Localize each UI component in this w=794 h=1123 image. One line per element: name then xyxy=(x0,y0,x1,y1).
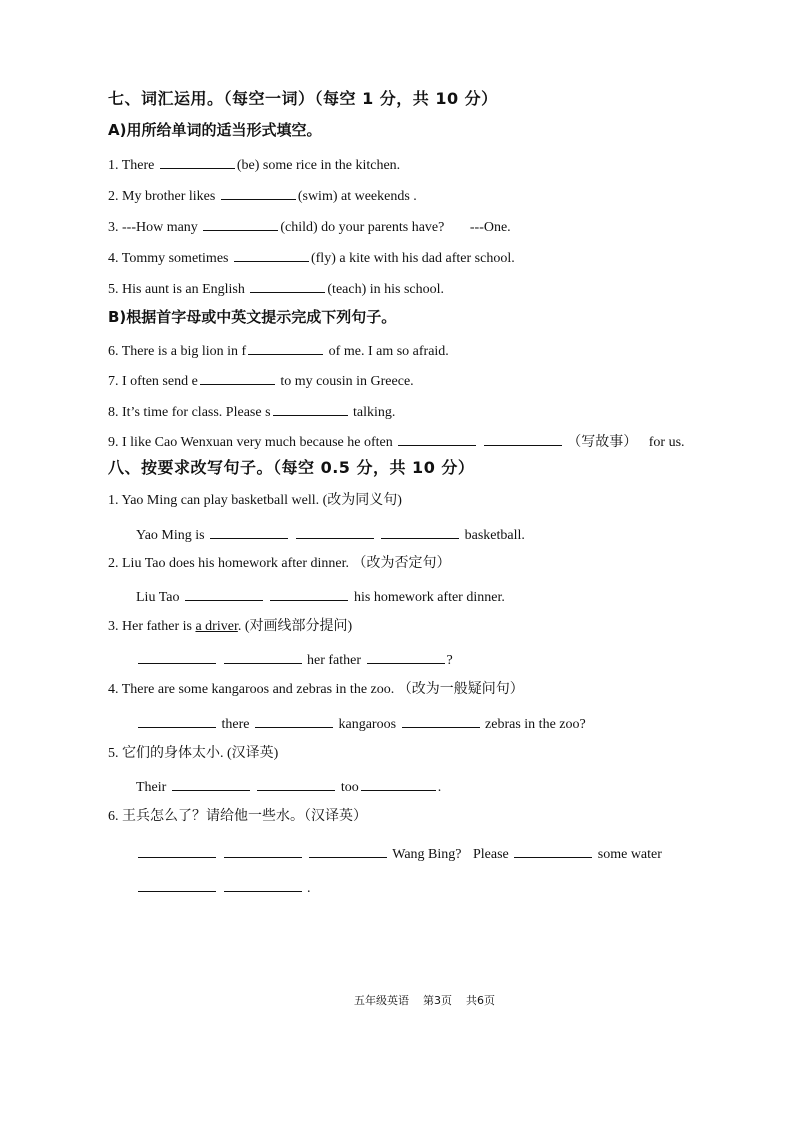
underlined-phrase: a driver xyxy=(195,619,238,634)
answer-blank[interactable] xyxy=(381,524,459,539)
section-8-title xyxy=(108,459,474,477)
answer-blank[interactable] xyxy=(270,586,348,601)
section-8-title-text: 八、按要求改写句子。（每空 0.5 分，共 10 分） xyxy=(108,458,475,477)
answer-blank[interactable] xyxy=(138,649,216,664)
q-text: too xyxy=(340,780,359,795)
question-7-3 xyxy=(108,216,511,237)
q-text: 8. It’s time for class. Please s xyxy=(108,405,271,420)
q-text: Liu Tao xyxy=(136,590,180,605)
question-8-6-prompt xyxy=(108,808,367,826)
question-7-5 xyxy=(108,278,444,299)
q-text: 7. I often send e xyxy=(108,374,198,389)
answer-blank[interactable] xyxy=(210,524,288,539)
question-8-1-answer xyxy=(136,524,525,545)
answer-blank[interactable] xyxy=(200,370,275,385)
question-8-3-prompt xyxy=(108,618,352,636)
q-text: kangaroos xyxy=(338,717,397,732)
answer-blank[interactable] xyxy=(138,713,216,728)
q-text: Wang Bing? xyxy=(392,847,462,862)
question-8-2-prompt xyxy=(108,555,451,573)
section-7-title xyxy=(108,90,498,108)
part-a-title xyxy=(108,121,321,139)
q-text: basketball. xyxy=(464,528,525,543)
q-text: 3. ---How many xyxy=(108,220,198,235)
section-7-title-text: 七、词汇运用。（每空一词）（每空 1 分，共 10 分） xyxy=(108,89,498,108)
answer-blank[interactable] xyxy=(296,524,374,539)
answer-blank[interactable] xyxy=(221,185,296,200)
q-text: (swim) at weekends . xyxy=(297,189,417,204)
answer-blank[interactable] xyxy=(273,401,348,416)
q-text: there xyxy=(221,717,250,732)
answer-blank[interactable] xyxy=(224,877,302,892)
q-text: (teach) in his school. xyxy=(327,282,445,297)
q-text: 4. There are some kangaroos and zebras in the zoo. （改为一般疑问句） xyxy=(108,682,524,697)
answer-blank[interactable] xyxy=(224,843,302,858)
q-text: (be) some rice in the kitchen. xyxy=(236,158,401,173)
q-text: Their xyxy=(136,780,167,795)
answer-blank[interactable] xyxy=(138,843,216,858)
answer-blank[interactable] xyxy=(402,713,480,728)
q-text: 3. Her father is xyxy=(108,619,192,634)
question-8-2-answer xyxy=(136,586,505,607)
question-7-2 xyxy=(108,185,417,206)
q-text: talking. xyxy=(353,405,396,420)
question-8-1-prompt xyxy=(108,492,402,510)
q-text: 2. Liu Tao does his homework after dinner. （改为否定句） xyxy=(108,556,451,571)
question-7-7 xyxy=(108,370,414,391)
q-text: Please xyxy=(473,847,509,862)
answer-blank[interactable] xyxy=(309,843,387,858)
question-8-4-answer xyxy=(136,713,586,734)
answer-blank[interactable] xyxy=(203,216,278,231)
q-text: (fly) a kite with his dad after school. xyxy=(310,251,515,266)
answer-blank[interactable] xyxy=(185,586,263,601)
part-b-title-text: B)根据首字母或中英文提示完成下列句子。 xyxy=(108,308,397,326)
page-footer xyxy=(354,992,495,1010)
answer-blank[interactable] xyxy=(250,278,325,293)
answer-blank[interactable] xyxy=(367,649,445,664)
question-8-6-answer-line1 xyxy=(136,843,662,864)
q-text: 1. There xyxy=(108,158,155,173)
answer-blank[interactable] xyxy=(234,247,309,262)
q-text: for us. xyxy=(648,435,685,450)
answer-blank[interactable] xyxy=(248,340,323,355)
q-text: of me. I am so afraid. xyxy=(328,344,449,359)
q-text: Yao Ming is xyxy=(136,528,205,543)
question-7-4 xyxy=(108,247,515,268)
q-text: some water xyxy=(597,847,662,862)
part-a-title-text: A)用所给单词的适当形式填空。 xyxy=(108,121,322,139)
answer-blank[interactable] xyxy=(160,154,235,169)
question-7-1 xyxy=(108,154,400,175)
q-text: . (对画线部分提问) xyxy=(237,619,353,634)
answer-blank[interactable] xyxy=(257,776,335,791)
q-text: 1. Yao Ming can play basketball well. (改为同义句) xyxy=(108,493,402,508)
q-text: 4. Tommy sometimes xyxy=(108,251,229,266)
question-8-3-answer xyxy=(136,649,453,670)
q-text: . xyxy=(307,881,311,896)
q-text: 2. My brother likes xyxy=(108,189,216,204)
answer-blank[interactable] xyxy=(138,877,216,892)
answer-blank[interactable] xyxy=(361,776,436,791)
answer-blank[interactable] xyxy=(484,431,562,446)
q-text: 5. His aunt is an English xyxy=(108,282,245,297)
q-text: his homework after dinner. xyxy=(353,590,505,605)
answer-blank[interactable] xyxy=(172,776,250,791)
question-7-8 xyxy=(108,401,395,422)
q-hint: （写故事） xyxy=(567,434,638,450)
question-8-5-prompt xyxy=(108,745,278,763)
answer-blank[interactable] xyxy=(255,713,333,728)
q-text: ---One. xyxy=(469,220,511,235)
answer-blank[interactable] xyxy=(224,649,302,664)
question-8-5-answer xyxy=(136,776,441,797)
answer-blank[interactable] xyxy=(398,431,476,446)
q-text: her father xyxy=(307,653,362,668)
q-text: . xyxy=(437,780,442,795)
q-text: (child) do your parents have? xyxy=(280,220,445,235)
q-text: 6. There is a big lion in f xyxy=(108,344,247,359)
question-7-6 xyxy=(108,340,449,361)
answer-blank[interactable] xyxy=(514,843,592,858)
question-8-4-prompt xyxy=(108,681,524,699)
q-text: to my cousin in Greece. xyxy=(280,374,414,389)
q-text: 6. 王兵怎么了？请给他一些水。（汉译英） xyxy=(108,809,367,824)
q-text: 5. 它们的身体太小. (汉译英) xyxy=(108,746,279,761)
question-8-6-answer-line2 xyxy=(136,877,311,898)
q-text: zebras in the zoo? xyxy=(485,717,586,732)
q-text: 9. I like Cao Wenxuan very much because he often xyxy=(108,435,393,450)
part-b-title xyxy=(108,308,396,326)
footer-text: 五年级英语 第3页 共6页 xyxy=(354,994,495,1007)
q-text: ? xyxy=(446,653,453,668)
question-7-9 xyxy=(108,431,685,452)
